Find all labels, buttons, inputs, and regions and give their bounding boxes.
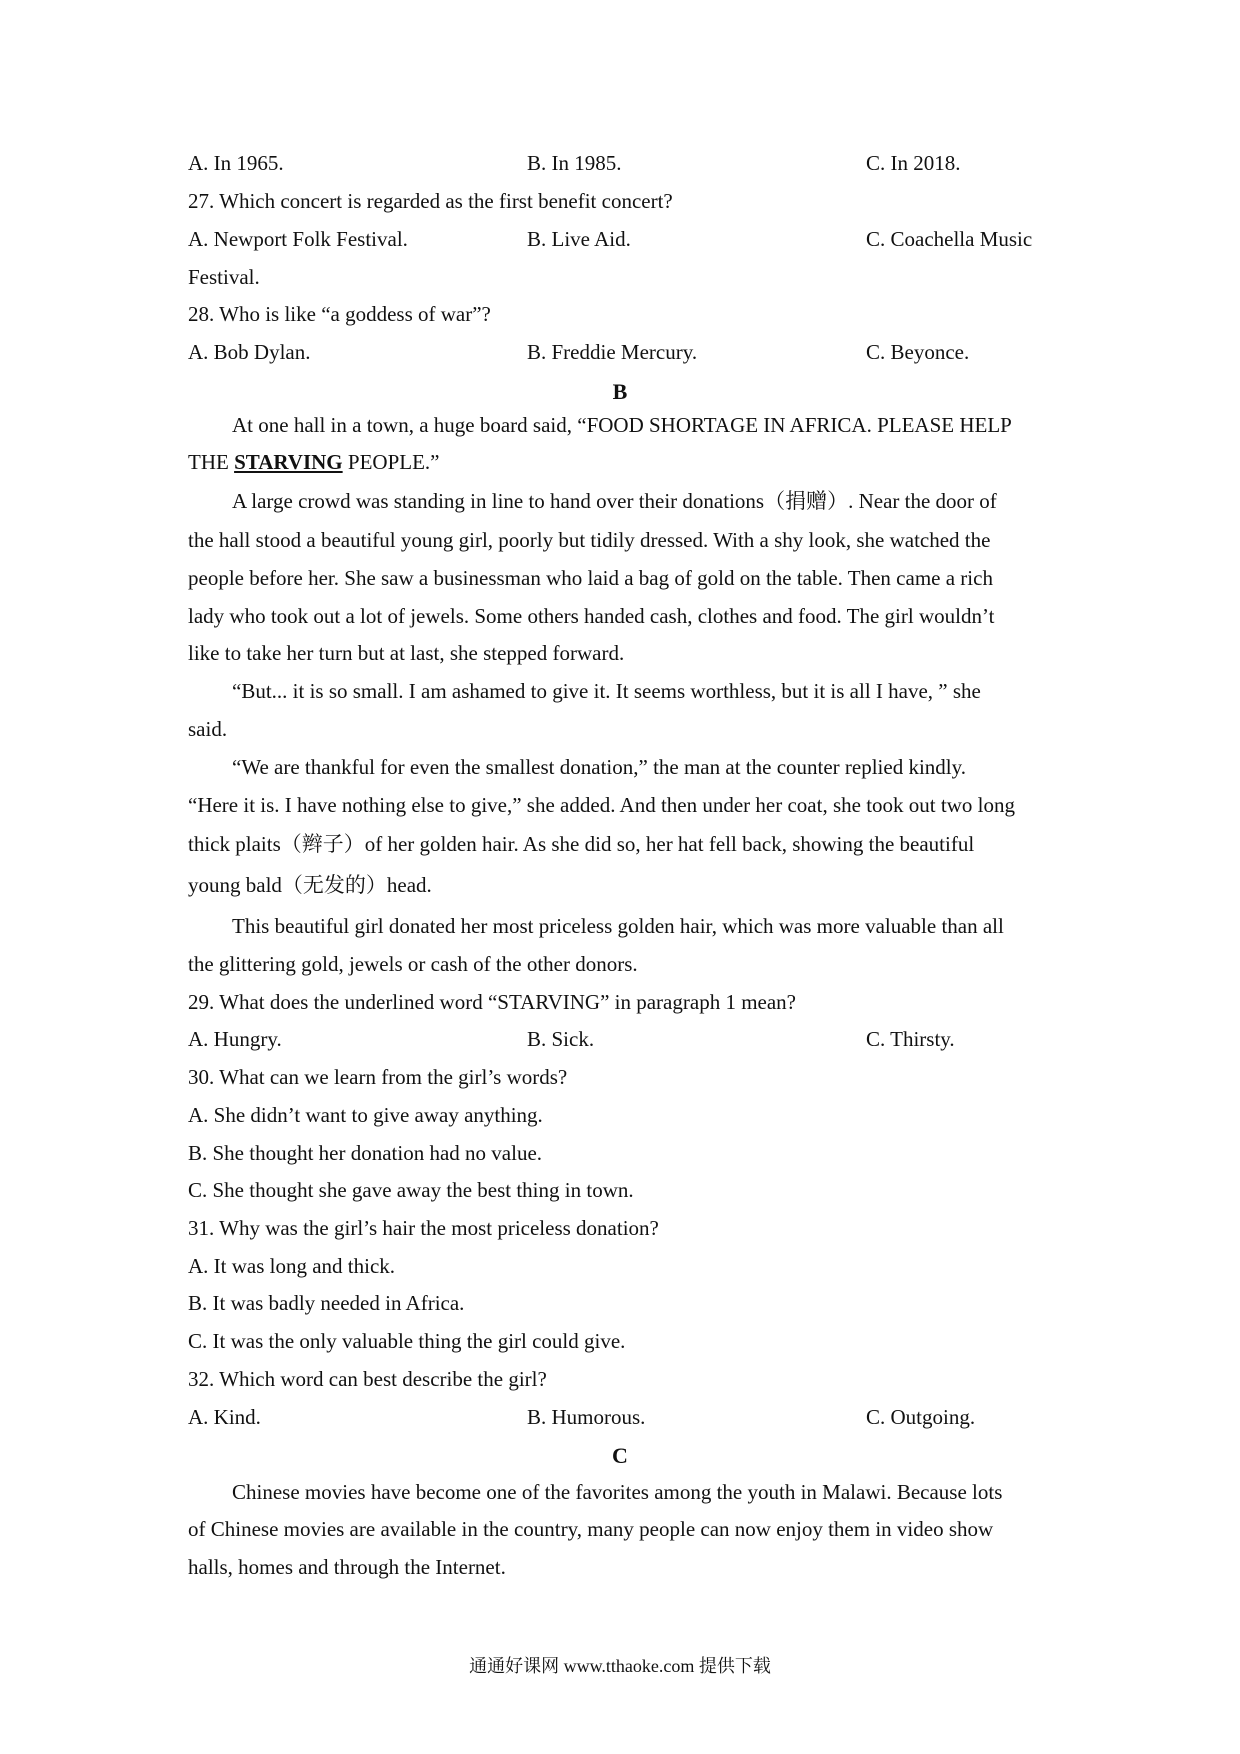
q32-option-a: A. Kind. [188,1405,261,1429]
passage-c-p1-line3: halls, homes and through the Internet. [188,1555,506,1579]
question-32: 32. Which word can best describe the girl? [188,1367,547,1391]
q27-option-b: B. Live Aid. [527,227,631,251]
passage-b-p3-line2: said. [188,717,228,741]
q30-option-c: C. She thought she gave away the best thing in town. [188,1178,634,1202]
q32-option-c: C. Outgoing. [866,1405,976,1429]
passage-b-p6-line2: the glittering gold, jewels or cash of the other donors. [188,952,638,976]
passage-b-p2-line3: people before her. She saw a businessman who laid a bag of gold on the table. Then came a rich [188,566,993,590]
q31-option-b: B. It was badly needed in Africa. [188,1291,465,1315]
passage-b-p1-line1: At one hall in a town, a huge board said, “FOOD SHORTAGE IN AFRICA. PLEASE HELP [232,413,1012,437]
passage-b-p1-line2-post: PEOPLE.” [342,450,440,474]
section-c-heading: C [612,1443,628,1468]
passage-c-p1-line2: of Chinese movies are available in the country, many people can now enjoy them in video show [188,1517,994,1541]
passage-c-p1-line1: Chinese movies have become one of the favorites among the youth in Malawi. Because lots [232,1480,1003,1504]
q27-option-a: A. Newport Folk Festival. [188,227,408,251]
question-28: 28. Who is like “a goddess of war”? [188,302,491,326]
passage-b-p5-line2: thick plaits（辫子）of her golden hair. As she did so, her hat fell back, showing the beautiful [188,832,975,856]
q29-option-b: B. Sick. [527,1027,595,1051]
question-31: 31. Why was the girl’s hair the most priceless donation? [188,1216,659,1240]
q29-option-c: C. Thirsty. [866,1027,955,1051]
q27-option-c: C. Coachella Music [866,227,1033,251]
q26-option-a: A. In 1965. [188,151,284,175]
question-29: 29. What does the underlined word “STARVING” in paragraph 1 mean? [188,990,796,1014]
underlined-word-starving: STARVING [234,450,343,474]
q30-option-a: A. She didn’t want to give away anything. [188,1103,543,1127]
q29-option-a: A. Hungry. [188,1027,282,1051]
passage-b-p2-line5: like to take her turn but at last, she stepped forward. [188,641,625,665]
page-footer: 通通好课网 www.tthaoke.com 提供下载 [469,1656,771,1676]
passage-b-p2-line2: the hall stood a beautiful young girl, poorly but tidily dressed. With a shy look, she watched the [188,528,991,552]
q30-option-b: B. She thought her donation had no value. [188,1141,543,1165]
passage-b-p6-line1: This beautiful girl donated her most priceless golden hair, which was more valuable than all [232,914,1004,938]
q26-option-b: B. In 1985. [527,151,622,175]
passage-b-p5-line3: young bald（无发的）head. [188,873,432,897]
passage-b-p3-line1: “But... it is so small. I am ashamed to give it. It seems worthless, but it is all I have, ” she [232,679,981,703]
passage-b-p1-line2-pre: THE [188,450,235,474]
q32-option-b: B. Humorous. [527,1405,646,1429]
passage-b-p5-line1: “Here it is. I have nothing else to give,” she added. And then under her coat, she took out two long [188,793,1015,817]
passage-b-p1-line2 [188,449,439,475]
q26-option-c: C. In 2018. [866,151,961,175]
q27-option-c-wrap: Festival. [188,265,260,289]
q31-option-a: A. It was long and thick. [188,1254,396,1278]
q28-option-a: A. Bob Dylan. [188,340,311,364]
q28-option-c: C. Beyonce. [866,340,970,364]
q28-option-b: B. Freddie Mercury. [527,340,698,364]
question-30: 30. What can we learn from the girl’s words? [188,1065,568,1089]
section-b-heading: B [612,379,628,404]
passage-b-p4: “We are thankful for even the smallest donation,” the man at the counter replied kindly. [232,755,967,779]
question-27: 27. Which concert is regarded as the first benefit concert? [188,189,673,213]
passage-b-p2-line1: A large crowd was standing in line to hand over their donations（捐赠）. Near the door of [232,489,997,513]
q31-option-c: C. It was the only valuable thing the girl could give. [188,1329,626,1353]
passage-b-p2-line4: lady who took out a lot of jewels. Some others handed cash, clothes and food. The girl wouldn’t [188,604,995,628]
